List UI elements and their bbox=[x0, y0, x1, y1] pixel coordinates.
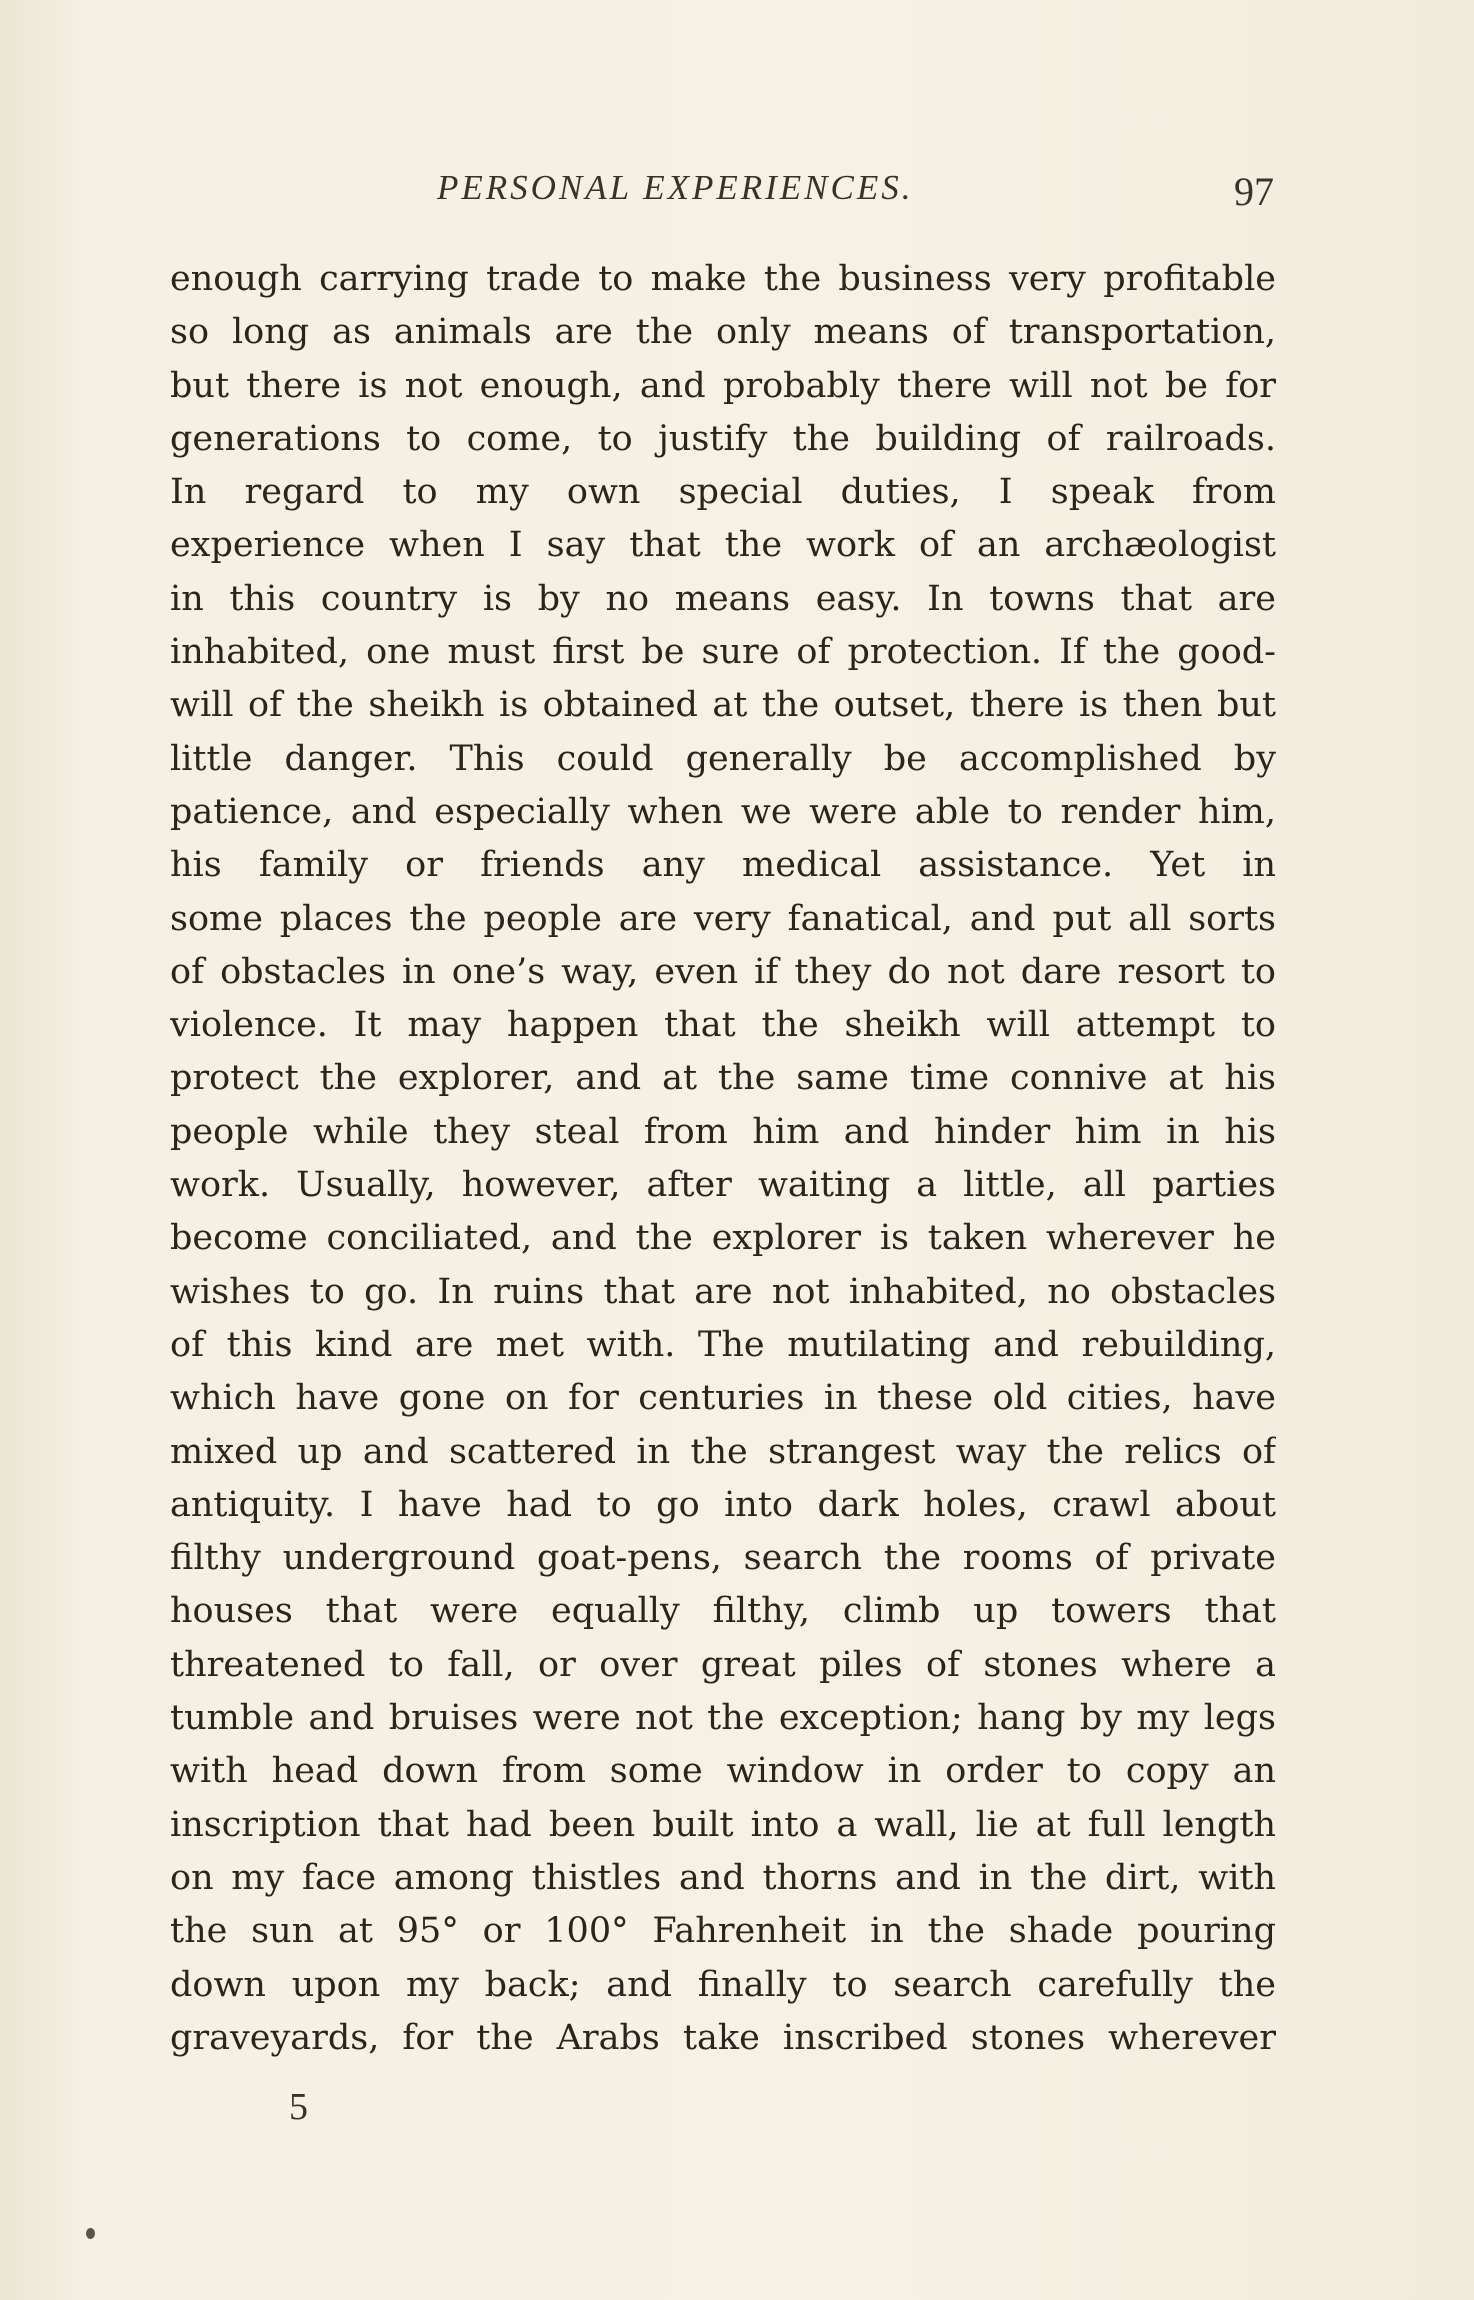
text-line: the sun at 95° or 100° Fahrenheit in the shade pouring bbox=[170, 1911, 1276, 1952]
page-number: 97 bbox=[1234, 169, 1274, 214]
text-line: graveyards, for the Arabs take inscribed stones wherever bbox=[170, 2017, 1276, 2058]
text-line: but there is not enough, and probably there will not be for bbox=[170, 365, 1276, 406]
signature-mark: 5 bbox=[289, 2086, 308, 2128]
text-line: experience when I say that the work of an archæologist bbox=[170, 525, 1276, 566]
text-line: some places the people are very fanatical, and put all sorts bbox=[170, 898, 1276, 939]
text-line: will of the sheikh is obtained at the outset, there is then but bbox=[170, 685, 1276, 726]
running-title: PERSONAL EXPERIENCES. bbox=[437, 168, 914, 207]
text-line: inscription that had been built into a wall, lie at full length bbox=[170, 1804, 1276, 1845]
text-line: inhabited, one must first be sure of protection. If the good- bbox=[170, 632, 1276, 673]
text-line: of this kind are met with. The mutilating and rebuilding, bbox=[170, 1324, 1276, 1365]
text-line: down upon my back; and finally to search carefully the bbox=[170, 1964, 1276, 2005]
text-line: wishes to go. In ruins that are not inhabited, no obstacles bbox=[170, 1271, 1276, 1312]
text-line: tumble and bruises were not the exception; hang by my legs bbox=[170, 1698, 1276, 1739]
text-line: protect the explorer, and at the same time connive at his bbox=[170, 1058, 1276, 1099]
text-line: little danger. This could generally be accomplished by bbox=[170, 738, 1276, 779]
text-line: with head down from some window in order to copy an bbox=[170, 1751, 1276, 1792]
text-line: enough carrying trade to make the business very profitable bbox=[170, 259, 1276, 299]
text-line: violence. It may happen that the sheikh will attempt to bbox=[170, 1005, 1276, 1046]
text-line: mixed up and scattered in the strangest way the relics of bbox=[170, 1431, 1276, 1472]
text-line: threatened to fall, or over great piles of stones where a bbox=[170, 1644, 1276, 1685]
text-line: which have gone on for centuries in these old cities, have bbox=[170, 1378, 1276, 1419]
ink-speck bbox=[86, 2228, 95, 2239]
running-head bbox=[0, 168, 1474, 218]
text-line: work. Usually, however, after waiting a little, all parties bbox=[170, 1165, 1276, 1206]
text-line: filthy underground goat-pens, search the rooms of private bbox=[170, 1538, 1276, 1579]
text-line: people while they steal from him and hinder him in his bbox=[170, 1111, 1276, 1152]
text-line: become conciliated, and the explorer is taken wherever he bbox=[170, 1218, 1276, 1259]
text-line: generations to come, to justify the building of railroads. bbox=[170, 418, 1276, 459]
text-line: so long as animals are the only means of transportation, bbox=[170, 312, 1276, 353]
text-line: patience, and especially when we were able to render him, bbox=[170, 791, 1276, 832]
text-line: in this country is by no means easy. In towns that are bbox=[170, 578, 1276, 619]
text-line: on my face among thistles and thorns and in the dirt, with bbox=[170, 1857, 1276, 1898]
text-line: his family or friends any medical assistance. Yet in bbox=[170, 845, 1276, 886]
text-line: In regard to my own special duties, I speak from bbox=[170, 472, 1276, 513]
text-line: of obstacles in one’s way, even if they do not dare resort to bbox=[170, 951, 1276, 992]
text-line: houses that were equally filthy, climb up towers that bbox=[170, 1591, 1276, 1632]
body-text bbox=[170, 253, 1276, 2065]
text-line: antiquity. I have had to go into dark holes, crawl about bbox=[170, 1484, 1276, 1525]
